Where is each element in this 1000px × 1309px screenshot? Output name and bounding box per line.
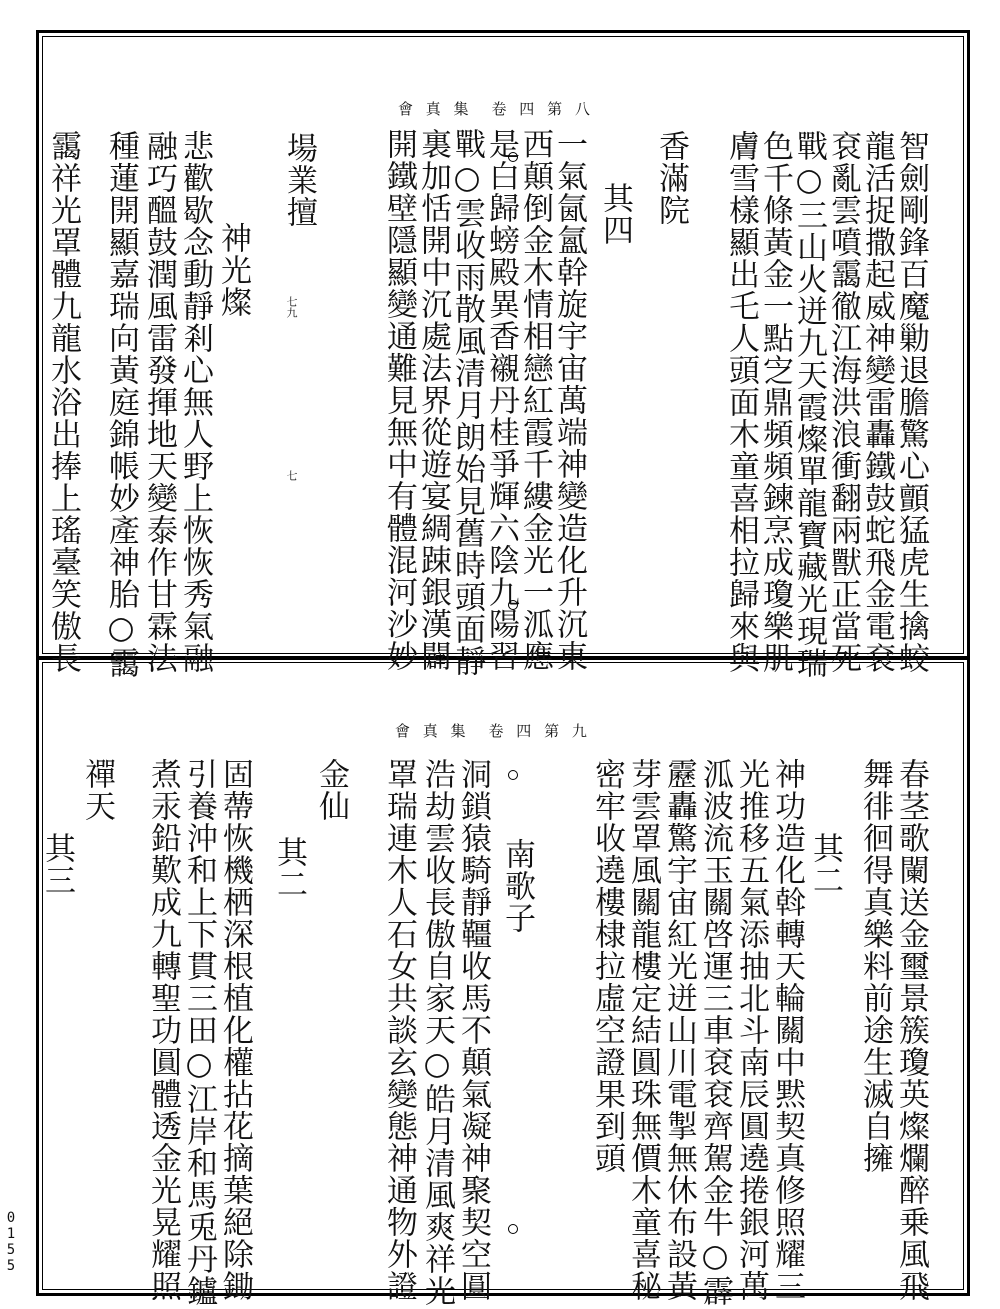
top-page-header: 會 真 集 卷 四 第 八 [398, 100, 594, 118]
text-column: 戰○雲收雨散風清月朗始見舊時頭面靜 [449, 128, 485, 677]
text-column: 裏加恬開中沉處法界從遊宴綢踈銀漢闢 [415, 128, 451, 672]
text-column: 靂轟驚宇宙紅光迸山川電掣無休布設黃 [661, 758, 697, 1302]
text-column: 舞徘徊得真樂料前途生滅自擁 [857, 758, 893, 1174]
text-column: 一氣氤氳幹旋宇宙萬端神變造化升沉東 [551, 128, 587, 672]
text-column: 煮汞鉛歎成九轉聖功圓體透金光晃耀照 [145, 758, 181, 1302]
text-column: 其三 [39, 832, 75, 896]
small-note: 七九 [285, 296, 298, 318]
text-column: 神功造化斡轉天輪關中黙契真修照耀三 [769, 758, 805, 1302]
text-column: 色千條黃金一點㝎鼎頻頻鍊烹成瓊樂肌 [757, 130, 793, 674]
text-column: 融巧醞鼓潤風雷發揮地天變泰作甘霖法 [141, 130, 177, 674]
text-column: 西顛倒金木情相戀紅霞千縷金光一泒應 [517, 128, 553, 672]
text-column: 固蔕恢機栖深根植化權拈花摘葉絕除鋤 [217, 758, 253, 1302]
text-column: 神光燦 [215, 222, 251, 318]
text-column: 金仙 [313, 758, 349, 822]
text-column: 龍活捉撒起威神變雷轟鐵鼓蛇飛金電袞 [859, 130, 895, 674]
text-column: 戰○三山火迸九天霞燦單龍寶藏光現瑞 [791, 130, 827, 679]
bottom-page-header: 會 真 集 卷 四 第 九 [395, 722, 591, 740]
text-column: 種蓮開顯嘉瑞向黃庭錦帳妙產神胎○靄 [103, 130, 139, 679]
text-column: 南歌子 [499, 838, 535, 934]
text-column: 禪天 [79, 758, 115, 822]
text-column: 悲歡歇念動靜剎心無人野上恢恢秀氣融 [177, 130, 213, 674]
text-column: 場業擅 [281, 132, 317, 228]
text-column: 香滿院 [653, 130, 689, 226]
small-note: 七 [285, 470, 298, 481]
circle-mark [508, 1224, 518, 1234]
text-column: 智劍剛鋒百魔勦退膽驚心顫猛虎生擒蛟 [893, 130, 929, 674]
text-column: 浩劫雲收長傲自家天○皓月清風爽祥光 [419, 758, 455, 1307]
text-column: 膚雪樣顯出乇人頭面木童喜相拉歸來與 [723, 130, 759, 674]
circle-mark [508, 770, 518, 780]
text-column: 罩瑞連木人石女共談玄變態神通物外證 [381, 758, 417, 1302]
circle-mark [508, 600, 518, 610]
text-column: 春茎歌闌送金璽景簇瓊英燦爛醉乗風飛 [893, 758, 929, 1302]
text-column: 光推移五氣添抽北斗南辰圓遶捲銀河萬 [733, 758, 769, 1302]
text-column: 靄祥光罩體九龍水浴出捧上瑤臺笑傲長 [45, 130, 81, 674]
text-column: 其四 [597, 182, 633, 246]
text-column: 開鐵壁隱顯變通難見無中有體混河沙妙 [381, 128, 417, 672]
text-column: 其二 [807, 832, 843, 896]
text-column: 其二 [271, 836, 307, 900]
circle-mark [508, 152, 518, 162]
text-column: 是白歸螃殿異香襯丹桂爭輝六陰九陽習 [483, 128, 519, 672]
text-column: 袞亂雲噴靄徹江海洪浪衝翻兩獸正當死 [825, 130, 861, 674]
text-column: 引養沖和上下貫三田○江岸和馬兎丹鑪 [181, 758, 217, 1307]
text-column: 洞鎖猿騎靜韁收馬不顛氣凝神聚契空圓 [455, 758, 491, 1302]
text-column: 芽雲罩風關龍樓定結圓珠無價木童喜秘 [625, 758, 661, 1302]
text-column: 泒波流玉關啓運三車袞袞齊駕金牛○霹 [697, 758, 733, 1307]
page-number: 0155 [3, 1210, 19, 1274]
text-column: 密牢收遶樓棣拉虛空證果到頭 [589, 758, 625, 1174]
